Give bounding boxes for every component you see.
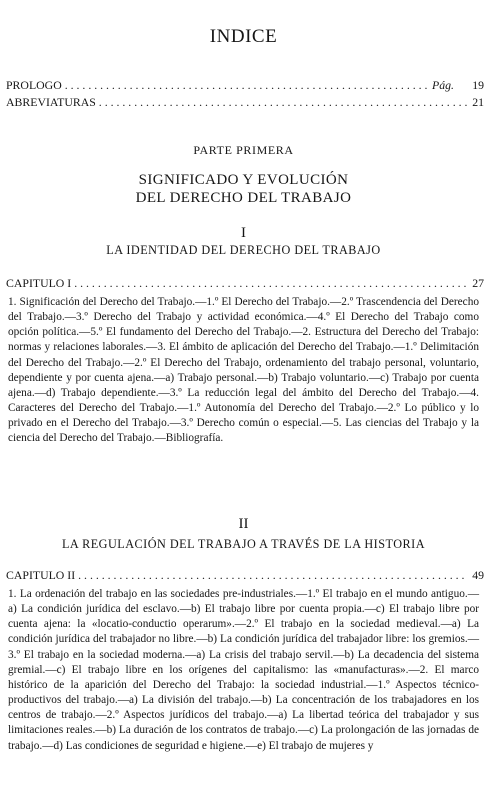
index-title: INDICE: [209, 26, 278, 47]
leader-dots: [65, 78, 429, 93]
leader-dots: [78, 568, 467, 583]
leader-dots: [74, 276, 467, 291]
toc-entry-prologo[interactable]: [6, 78, 484, 93]
summary-text: 1. Significación del Derecho del Trabajo.—1.º El Derecho del Trabajo.—2.º Trascendencia del Derecho del Trabajo.—3.º Derecho del Trabajo y actividad económica.—4.º El Derecho del Trabajo como opción política.—5.º El fundamento del Derecho del Trabajo.—2. Estructura del Derecho del Trabajo: normas y relaciones laborales.—3. El ámbito de aplicación del Derecho del Trabajo.—1.º Delimitación del Derecho del Trabajo.—2.º El Derecho del Trabajo, ordenamiento del trabajo personal, voluntario, dependiente y por cuenta ajena.—a) Trabajo personal.—b) Trabajo voluntario.—c) Trabajo por cuenta ajena.—d) Trabajo dependiente.—3.º La reducción legal del ámbito del Derecho del Trabajo.—4. Caracteres del Derecho del Trabajo.—1.º Autonomía del Derecho del Trabajo.—2.º Lo público y lo privado en el Derecho del Trabajo.—3.º Derecho común o especial.—5. Las ciencias del Trabajo y la ciencia del Derecho del Trabajo.—Bibliografía.: [8, 296, 479, 445]
chapter-label: CAPITULO II: [6, 568, 76, 582]
chapter-page-number: 27: [472, 276, 484, 290]
toc-entry-abreviaturas[interactable]: [6, 95, 484, 110]
part-title-line1: SIGNIFICADO Y EVOLUCIÓN: [138, 172, 349, 188]
toc-label: ABREVIATURAS: [6, 95, 96, 109]
section-title: LA REGULACIÓN DEL TRABAJO A TRAVÉS DE LA HISTORIA: [61, 537, 426, 551]
part-label: PARTE PRIMERA: [193, 143, 294, 157]
chapter-summary: [8, 587, 479, 754]
part-title-line2: DEL DERECHO DEL TRABAJO: [135, 190, 352, 206]
toc-entry-capitulo-ii[interactable]: [6, 568, 484, 583]
toc-entry-capitulo-i[interactable]: [6, 276, 484, 291]
summary-text: 1. La ordenación del trabajo en las sociedades pre-industriales.—1.º El trabajo en el mundo antiguo.—a) La condición jurídica del esclavo.—b) El trabajo libre por cuenta propia.—c) El trabajo libre por cuenta ajena: la «locatio-conductio operarum».—2.º El trabajo en la sociedad medieval.—a) La condición jurídica del trabajador no libre.—b) La condición jurídica del trabajador libre: los gremios.—3.º El trabajo en la sociedad moderna.—a) La crisis del trabajo servil.—b) La decadencia del sistema gremial.—c) El trabajo libre en los orígenes del capitalismo: las «manufacturas».—2. El marco histórico de la aparición del Derecho del Trabajo: la sociedad industrial.—1.º Aspectos técnico-productivos del trabajo.—a) La división del trabajo.—b) La concentración de los trabajadores en los centros de trabajo.—2.º Aspectos jurídicos del trabajo.—a) La libertad teórica del trabajador y sus limitaciones reales.—b) La duración de los contratos de trabajo.—c) La prolongación de las jornadas de trabajo.—d) Las condiciones de seguridad e higiene.—e) El trabajo de mujeres y: [8, 588, 479, 752]
toc-page-number: 19: [472, 78, 484, 92]
toc-label: PROLOGO: [6, 78, 62, 92]
leader-dots: [99, 95, 467, 110]
chapter-label: CAPITULO I: [6, 276, 72, 290]
section-numeral: II: [238, 516, 249, 532]
section-title: LA IDENTIDAD DEL DERECHO DEL TRABAJO: [106, 243, 381, 257]
toc-page-number: 21: [472, 95, 484, 109]
chapter-page-number: 49: [472, 568, 484, 582]
pag-abbreviation: Pág.: [432, 78, 454, 92]
section-numeral: I: [241, 225, 246, 241]
chapter-summary: [8, 295, 479, 447]
